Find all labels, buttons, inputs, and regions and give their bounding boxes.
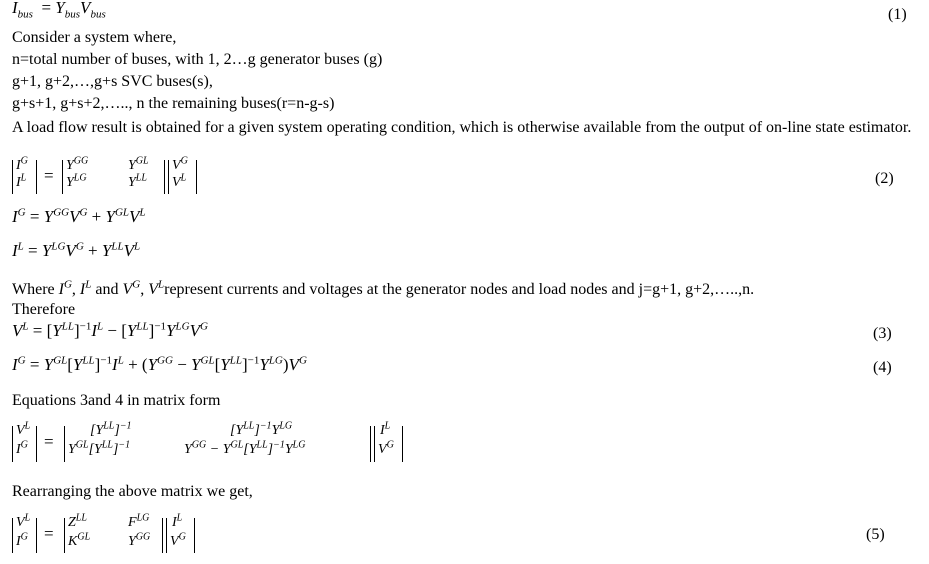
equation-number-4: (4): [873, 359, 892, 376]
text-line-svc-buses: g+1, g+2,…,g+s SVC buses(s),: [12, 73, 213, 90]
text-line-rearranging: Rearranging the above matrix we get,: [12, 483, 253, 500]
equation-il: $I^L = Y^{LG}V^G + Y^{LL}V^L$: [12, 240, 141, 260]
equation-5-matrix: $V^L$ $I^G$ = $Z^{LL}$ $F^{LG}$ $K^{GL}$ $Y^{GG}$ $I^L$ $V^G$: [10, 515, 220, 555]
text-line-matrix-intro: Equations 3and 4 in matrix form: [12, 392, 221, 409]
text-line-therefore: Therefore: [12, 301, 76, 318]
equation-number-5: (5): [866, 526, 885, 543]
equation-number-2: (2): [875, 170, 894, 187]
text-line-buses-total: n=total number of buses, with 1, 2…g generator buses (g): [12, 51, 383, 68]
text-line-remaining-buses: g+s+1, g+s+2,….., n the remaining buses(r=n-g-s): [12, 95, 335, 112]
equation-1: $I_{bus} = Y_{bus}V_{bus}$: [12, 0, 106, 21]
equation-number-1: (1): [888, 6, 907, 23]
equation-number-3: (3): [873, 325, 892, 342]
equation-ig: $I^G = Y^{GG}V^G + Y^{GL}V^L$: [12, 206, 146, 226]
text-line-consider: Consider a system where,: [12, 29, 177, 46]
equation-2-matrix: $I^G$ $I^L$ = $Y^{GG}$ $Y^{GL}$ $Y^{LG}$ $Y^{LL}$ $V^G$ $V^L$: [10, 158, 220, 196]
equation-combined-matrix: $V^L$ $I^G$ = $[Y^{LL}]^{-1}$ $[Y^{LL}]^{-1}Y^{LG}$ $Y^{GL}[Y^{LL}]^{-1}$ $Y^{GG} - Y^{GL}[Y^{LL}]^{-1}Y^{LG}$ $I^L$ $V^G$: [10, 423, 430, 463]
equation-4: $I^G = Y^{GL}[Y^{LL}]^{-1}I^L + (Y^{GG} - Y^{GL}[Y^{LL}]^{-1}Y^{LG})V^G$: [12, 354, 307, 374]
text-line-where: Where $I^G$, $I^L$ and $V^G$, $V^Lrepresent$ currents and voltages at the generator nodes and load nodes and j=g+1, g+2,…..,n.: [12, 278, 755, 298]
equation-3: $V^L = [Y^{LL}]^{-1}I^L - [Y^{LL}]^{-1}Y^{LG}V^G$: [12, 320, 208, 340]
paragraph-load-flow: A load flow result is obtained for a given system operating condition, which is otherwise available from the output of on-line state estimator.: [12, 119, 912, 136]
